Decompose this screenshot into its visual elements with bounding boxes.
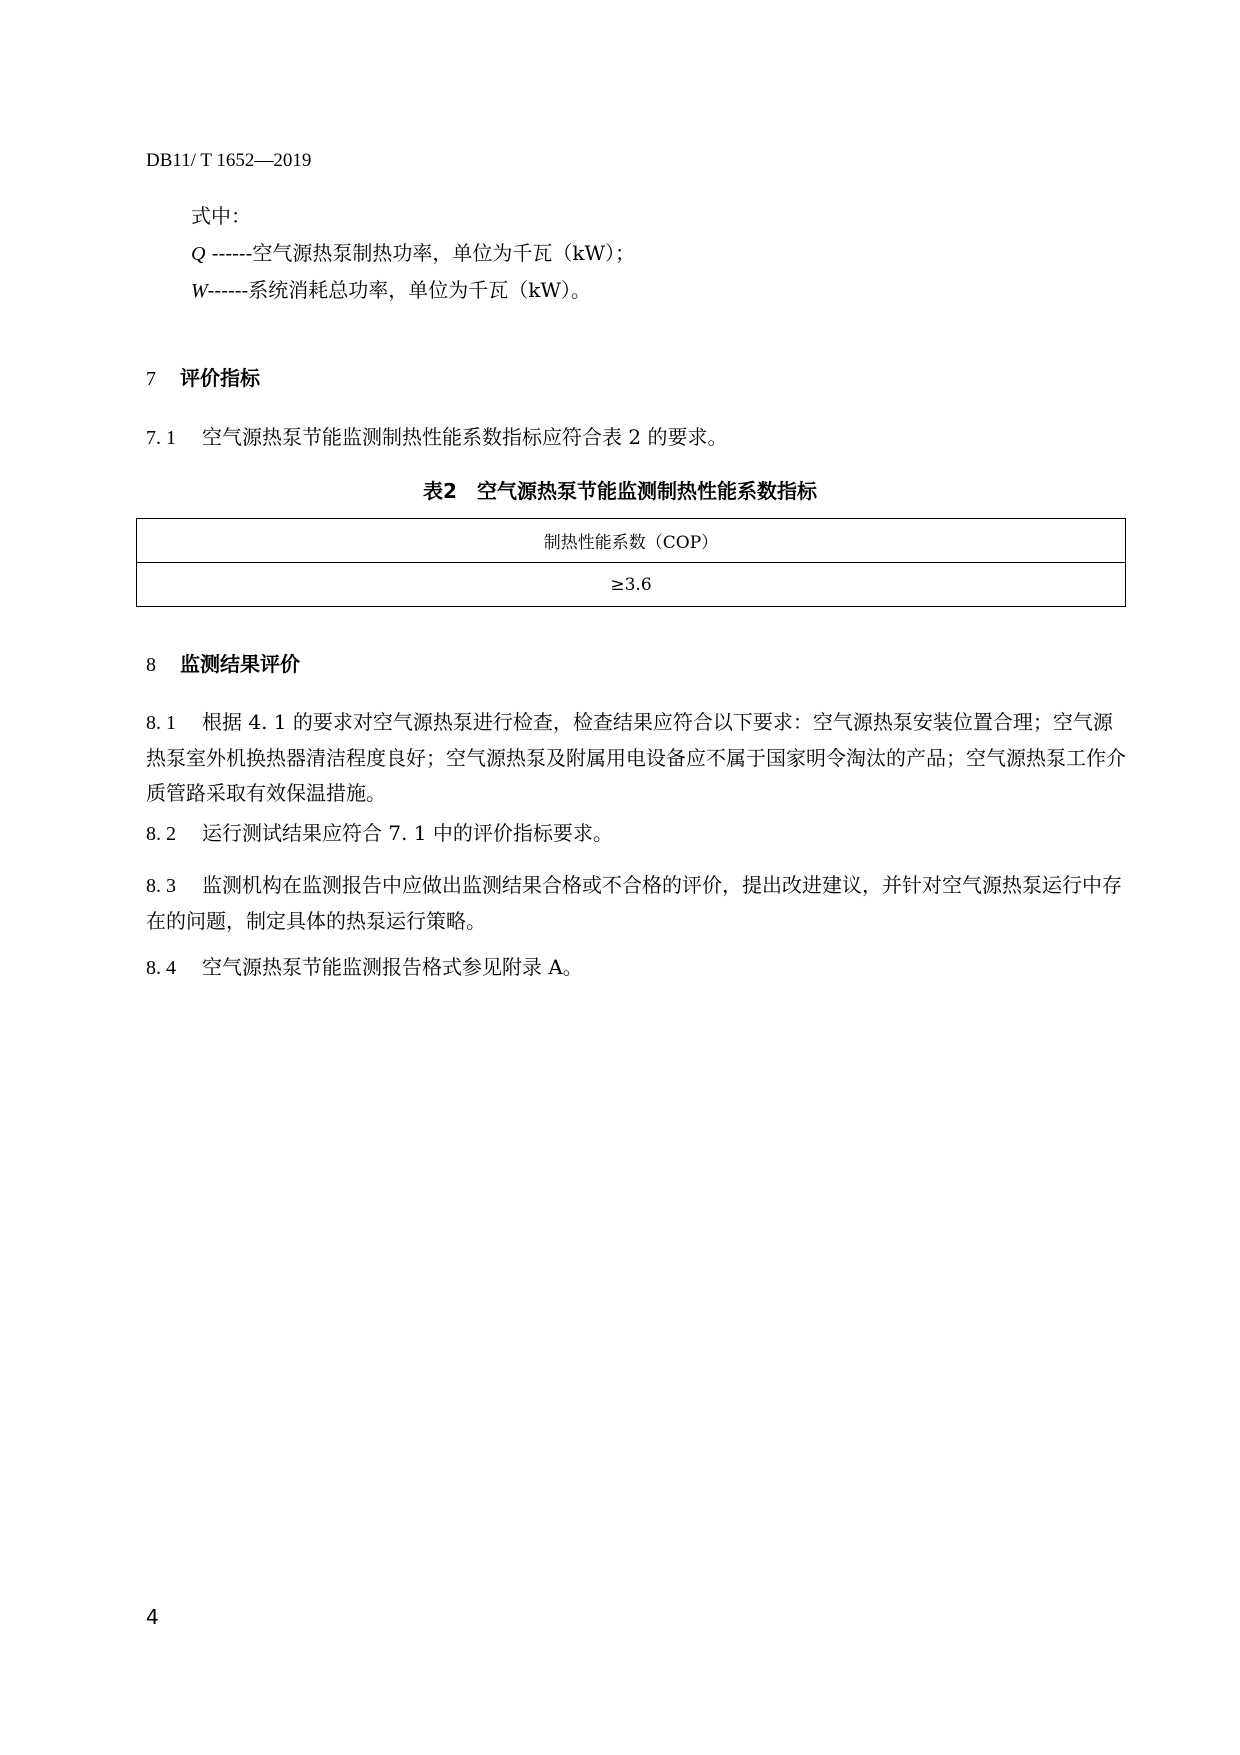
clause-text: 空气源热泵节能监测制热性能系数指标应符合表 2 的要求。 xyxy=(202,425,728,449)
clause-number: 8. 1 xyxy=(146,712,176,734)
variable-symbol: Q xyxy=(191,243,206,265)
variable-definition-w xyxy=(191,274,591,303)
clause-8-1 xyxy=(146,705,1126,811)
clause-8-4 xyxy=(146,950,1126,986)
variable-description: ------系统消耗总功率，单位为千瓦（kW）。 xyxy=(207,278,591,302)
clause-number: 8. 2 xyxy=(146,823,176,845)
clause-8-2 xyxy=(146,816,1126,852)
table-row xyxy=(137,563,1126,607)
section-heading-8 xyxy=(146,648,300,677)
variable-description: ------空气源热泵制热功率，单位为千瓦（kW）； xyxy=(205,241,636,265)
variable-symbol: W xyxy=(191,280,208,302)
clause-8-3 xyxy=(146,868,1126,939)
formula-where-label: 式中： xyxy=(191,204,251,228)
page-number: 4 xyxy=(146,1605,159,1629)
clause-7-1 xyxy=(146,420,1126,456)
section-title: 评价指标 xyxy=(180,366,260,390)
table-header-cell: 制热性能系数（COP） xyxy=(137,519,1126,563)
section-number: 8 xyxy=(146,654,156,676)
clause-text: 运行测试结果应符合 7. 1 中的评价指标要求。 xyxy=(202,821,613,845)
clause-number: 7. 1 xyxy=(146,427,176,449)
clause-text: 监测机构在监测报告中应做出监测结果合格或不合格的评价，提出改进建议，并针对空气源热泵运行中存在的问题，制定具体的热泵运行策略。 xyxy=(146,873,1122,933)
section-title: 监测结果评价 xyxy=(180,652,300,676)
clause-text: 根据 4. 1 的要求对空气源热泵进行检查，检查结果应符合以下要求：空气源热泵安装位置合理；空气源热泵室外机换热器清洁程度良好；空气源热泵及附属用电设备应不属于国家明令淘汰的产品；空气源热泵工作介质管路采取有效保温措施。 xyxy=(146,710,1126,805)
variable-definition-q xyxy=(191,237,635,266)
table-row xyxy=(137,519,1126,563)
standard-code: DB11/ T 1652—2019 xyxy=(146,150,312,171)
clause-number: 8. 3 xyxy=(146,875,176,897)
cop-table xyxy=(136,518,1126,607)
section-number: 7 xyxy=(146,368,156,390)
section-heading-7 xyxy=(146,362,260,391)
clause-text: 空气源热泵节能监测报告格式参见附录 A。 xyxy=(202,955,583,979)
clause-number: 8. 4 xyxy=(146,957,176,979)
table-caption: 表2 空气源热泵节能监测制热性能系数指标 xyxy=(423,479,817,503)
table-value-cell: ≥3.6 xyxy=(137,563,1126,607)
